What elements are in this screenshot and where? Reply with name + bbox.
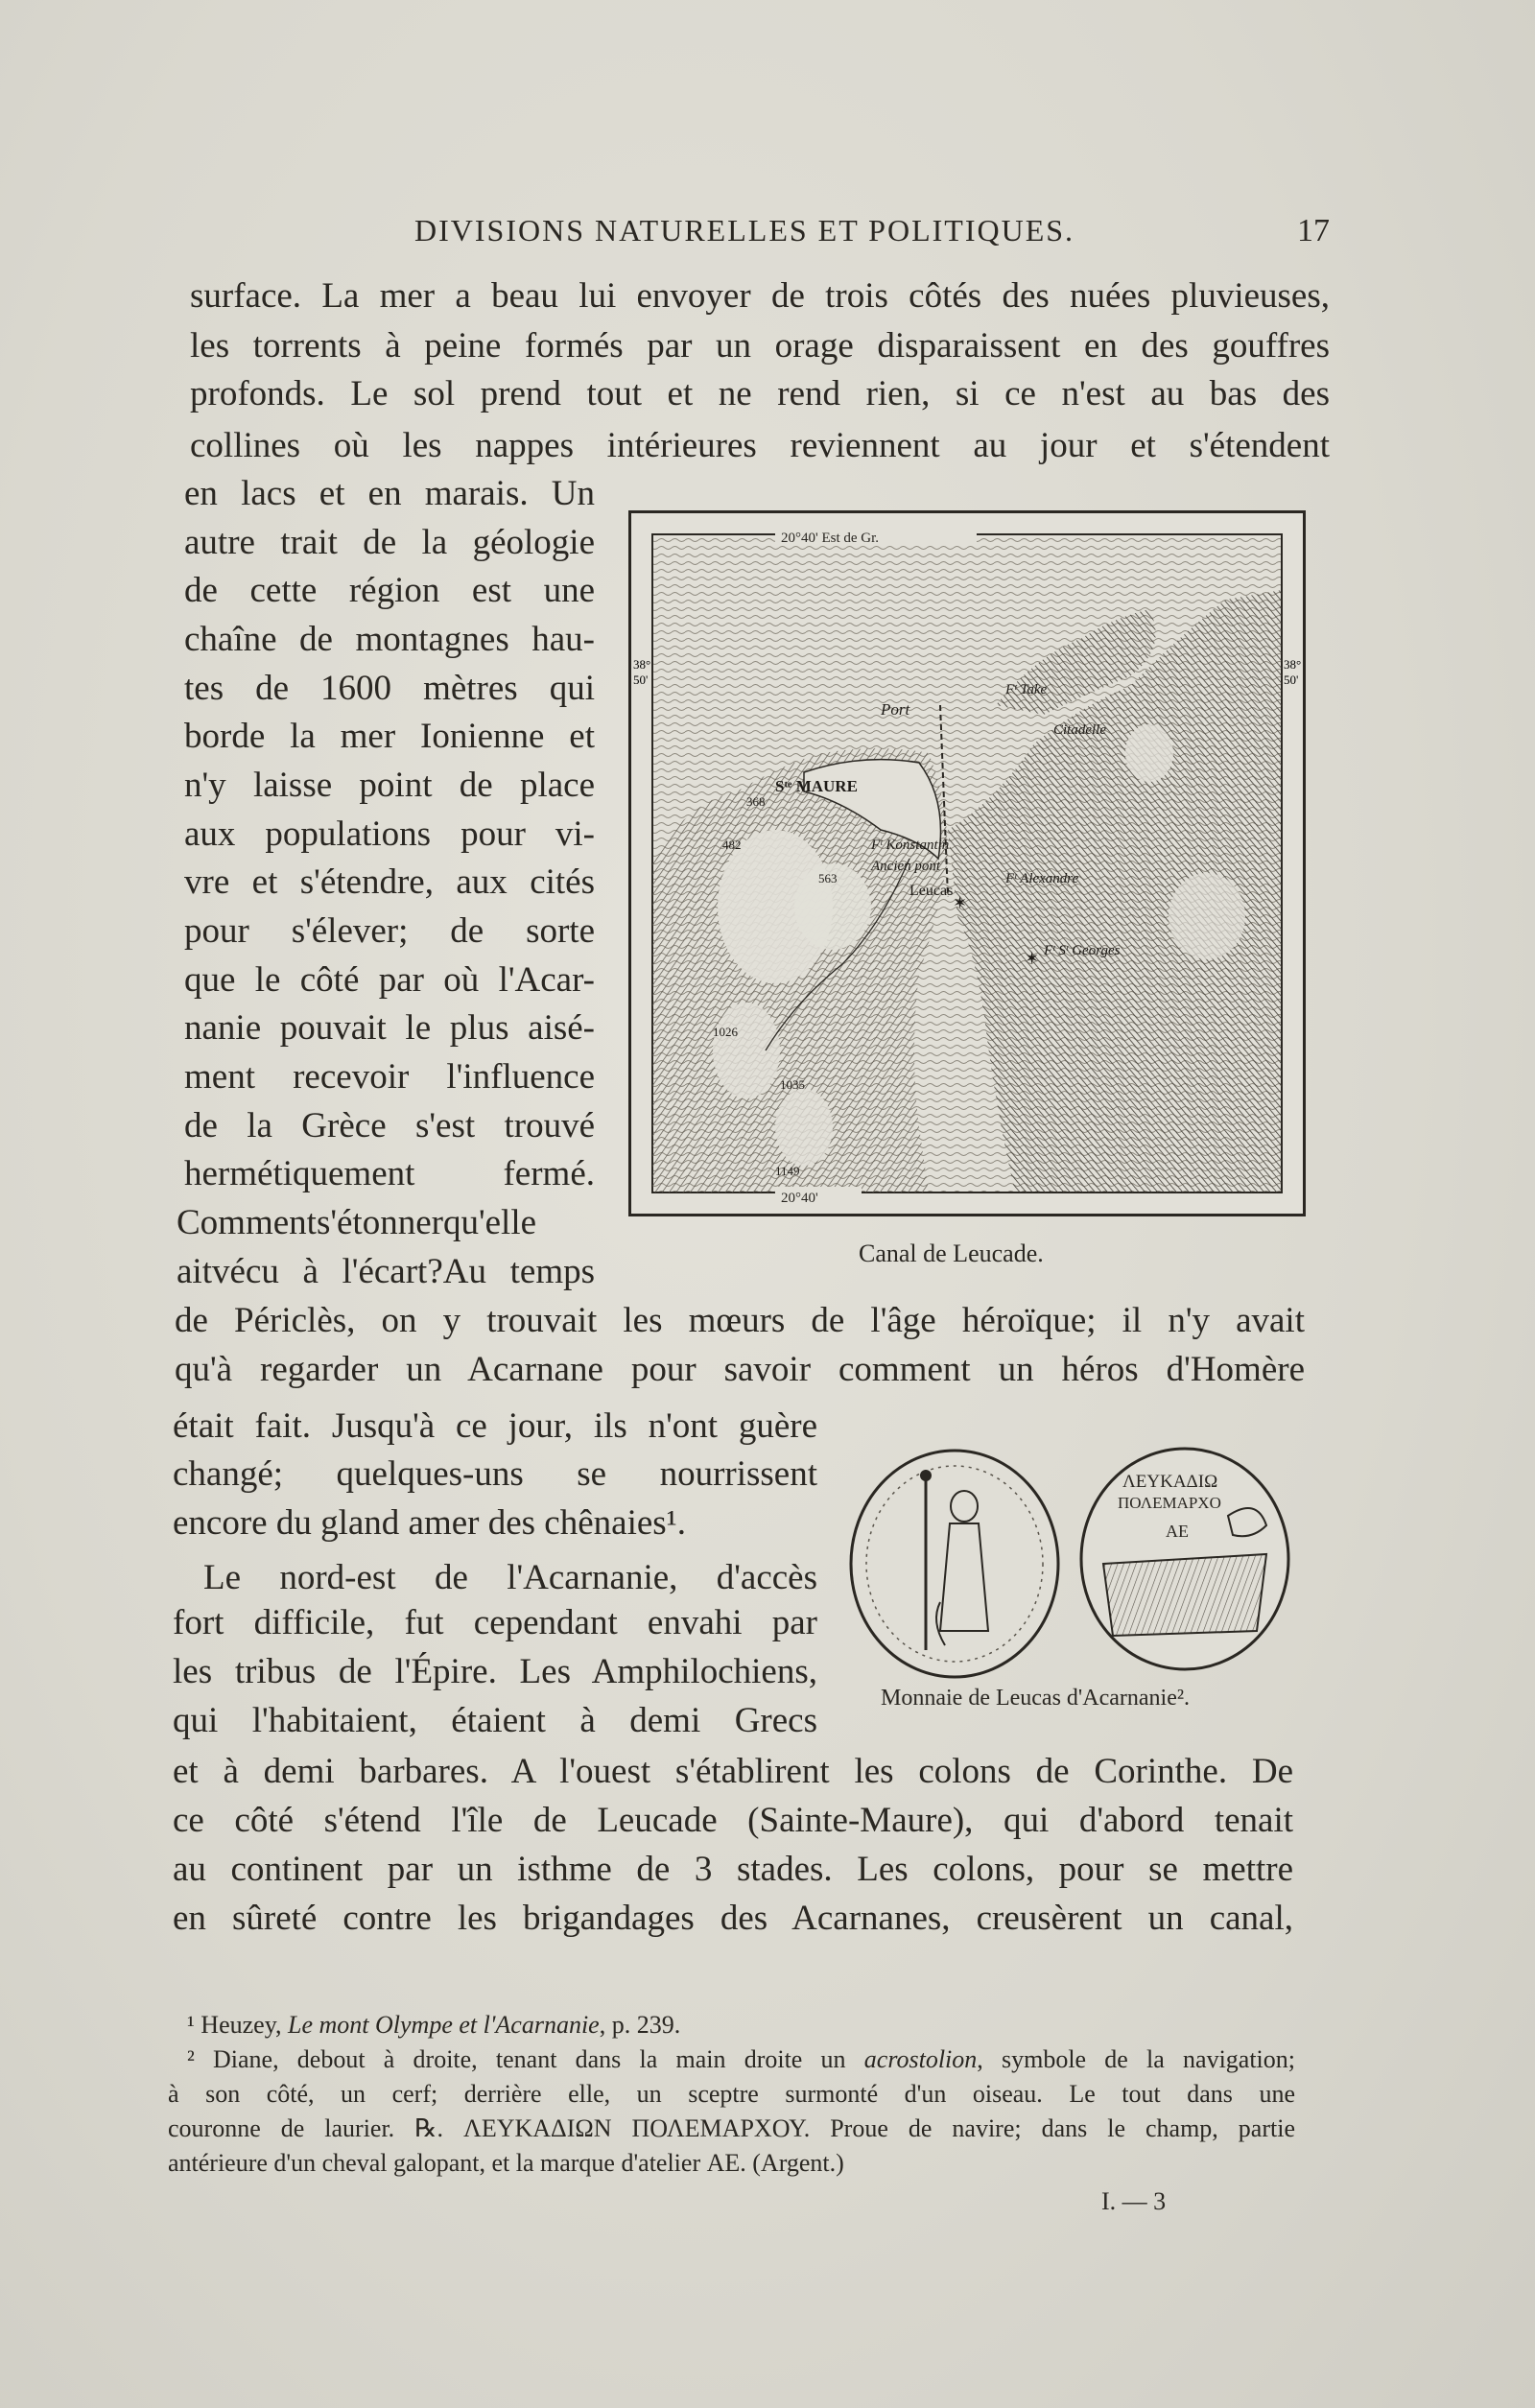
coin-caption: Monnaie de Leucas d'Acarnanie². [881,1686,1191,1711]
coin-illustration [844,1439,1295,1688]
text-line: que le côté par où l'Acar- [184,960,595,1000]
mountain-summit [775,1089,833,1166]
footnote-1-post: , p. 239. [599,2011,681,2039]
footnote-2-post: , symbole de la navigation; [977,2045,1296,2073]
text-line: en sûreté contre les brigandages des Acarnanes, creusèrent un canal, [173,1899,1293,1938]
map-height-1026: 1026 [713,1025,738,1039]
text-line: n'y laisse point de place [184,766,595,805]
map-height-1035: 1035 [780,1077,805,1092]
map-height-563: 563 [818,871,838,885]
map-label-port: Port [881,700,910,719]
text-line: et à demi barbares. A l'ouest s'établirent les colons de Corinthe. De [173,1752,1293,1791]
footnote-2-line [187,2043,1295,2076]
coin-mint-mark: ΑΕ [1166,1522,1189,1541]
footnote-1-title: Le mont Olympe et l'Acarnanie [288,2011,600,2039]
footnote-1 [187,2009,680,2042]
text-line: changé; quelques-uns se nourrissent [173,1454,817,1494]
text-line: de la Grèce s'est trouvé [184,1106,595,1145]
footnote-1-pre: ¹ Heuzey, [187,2011,289,2039]
page-number: 17 [1297,213,1330,248]
text-line: en lacs et en marais. Un [184,474,595,513]
map-label-konstantin: Fᵗ Konstantin [871,838,950,853]
coin-inscription-1: ΛΕΥΚΑΔΙΩ [1122,1472,1218,1492]
text-line: profonds. Le sol prend tout et ne rend rien, si ce n'est au bas des [190,374,1330,413]
fort-star-icon: ✶ [953,893,968,912]
text-line: collines où les nappes intérieures reviennent au jour et s'étendent [190,426,1330,465]
map-canal-de-leucade [628,510,1306,1216]
mountain-summit [1125,724,1173,782]
text-line: ment recevoir l'influence [184,1057,595,1097]
text-line: pour s'élever; de sorte [184,911,595,951]
lat-left-min: 50' [633,673,649,687]
footnote-2-line: couronne de laurier. ℞. ΛΕΥΚΑΔΙΩΝ ΠΟΛΕΜΑΡΧΟΥ. Proue de navire; dans le champ, partie [168,2114,1295,2142]
map-caption: Canal de Leucade. [859,1239,1044,1267]
text-line: Comments'étonnerqu'elle [177,1203,537,1242]
map-label-citadelle: Citadelle [1053,722,1106,738]
bird [920,1470,932,1481]
text-line: de Périclès, on y trouvait les mœurs de l'âge héroïque; il n'y avait [175,1301,1305,1340]
text-line: autre trait de la géologie [184,523,595,562]
mountain-summit [713,1003,780,1098]
text-line: aux populations pour vi- [184,814,595,854]
text-line: qui l'habitaient, étaient à demi Grecs [173,1701,817,1740]
signature-mark: I. — 3 [1101,2187,1167,2215]
running-title: DIVISIONS NATURELLES ET POLITIQUES. [414,213,1075,248]
text-line: était fait. Jusqu'à ce jour, ils n'ont guère [173,1406,817,1446]
lat-left-deg: 38° [633,657,651,672]
map-height-368: 368 [746,794,766,809]
lat-right-deg: 38° [1284,657,1302,672]
lon-top-label: 20°40' Est de Gr. [781,531,880,546]
text-line: au continent par un isthme de 3 stades. Les colons, pour se mettre [173,1850,1293,1889]
text-line: tes de 1600 mètres qui [184,669,595,708]
map-drawing [631,513,1303,1214]
lat-right-min: 50' [1284,673,1299,687]
text-line: les tribus de l'Épire. Les Amphilochiens, [173,1652,817,1691]
text-line: Le nord-est de l'Acarnanie, d'accès [203,1558,817,1597]
footnote-2-pre: ² Diane, debout à droite, tenant dans la main droite un [187,2045,864,2073]
coin-obverse [851,1451,1058,1677]
footnote-2-italic: acrostolion [863,2045,978,2073]
text-line: ce côté s'étend l'île de Leucade (Sainte-Maure), qui d'abord tenait [173,1801,1293,1840]
map-label-ancien-pont: Ancien pont [871,859,941,874]
lon-bottom-label: 20°40' [781,1191,818,1206]
text-line: nanie pouvait le plus aisé- [184,1008,595,1048]
mountain-summit [1169,873,1245,959]
text-line: vre et s'étendre, aux cités [184,862,595,902]
text-line: aitvécu à l'écart?Au temps [177,1252,595,1291]
map-height-482: 482 [722,838,742,852]
footnote-2-line: antérieure d'un cheval galopant, et la marque d'atelier ΑΕ. (Argent.) [168,2149,844,2177]
map-label-ste-maure: Sᵗᵉ MAURE [775,777,858,795]
text-line: fort difficile, fut cependant envahi par [173,1603,817,1642]
map-label-st-georges: Fᵗ Sᵗ Georges [1044,943,1121,958]
map-label-leucas: Leucas [909,883,954,899]
fort-star-icon: ✶ [1025,949,1040,968]
text-line: les torrents à peine formés par un orage disparaissent en des gouffres [190,326,1330,366]
text-line: borde la mer Ionienne et [184,717,595,756]
ship-prow [1103,1554,1266,1636]
coin-drawing [844,1439,1295,1688]
footnote-2-line: à son côté, un cerf; derrière elle, un sceptre surmonté d'un oiseau. Le tout dans une [168,2080,1295,2108]
map-label-take: Fᵗ Take [1005,682,1048,697]
text-line: encore du gland amer des chênaies¹. [173,1503,687,1543]
text-line: de cette région est une [184,571,595,610]
map-height-1149: 1149 [775,1164,800,1178]
text-line: chaîne de montagnes hau- [184,620,595,659]
text-line: qu'à regarder un Acarnane pour savoir comment un héros d'Homère [175,1350,1305,1389]
coin-inscription-2: ΠΟΛΕΜΑΡΧΟ [1118,1494,1221,1512]
map-label-alexandre: Fᵗ Alexandre [1005,871,1079,886]
text-line: surface. La mer a beau lui envoyer de trois côtés des nuées pluvieuses, [190,276,1330,316]
text-line: hermétiquement fermé. [184,1154,595,1193]
